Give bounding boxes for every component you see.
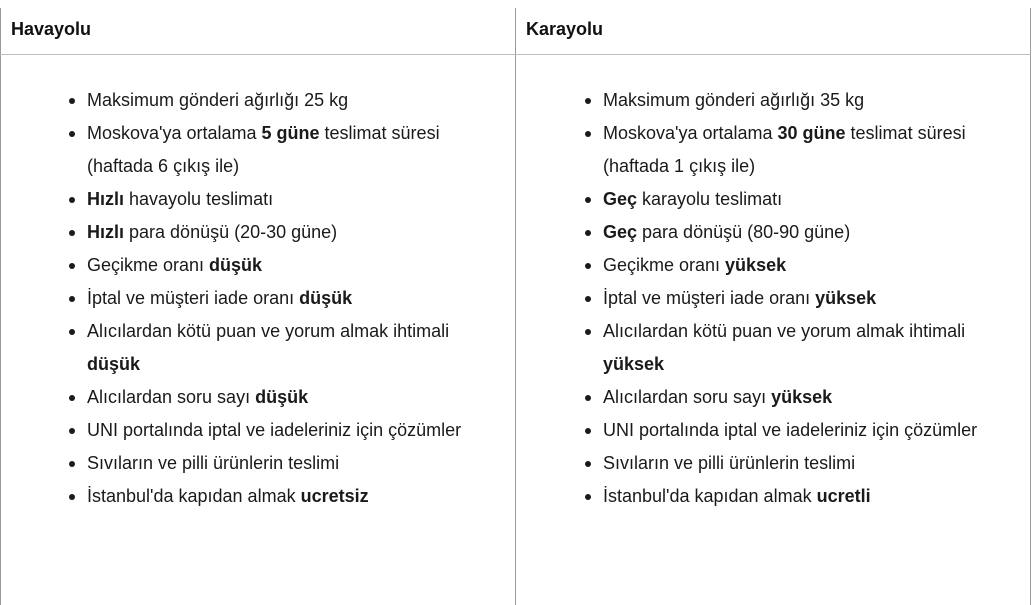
feature-emphasis: düşük (209, 255, 263, 275)
feature-text: Sıvıların ve pilli ürünlerin teslimi (603, 453, 856, 473)
feature-text: Moskova'ya ortalama (603, 123, 778, 143)
feature-item (580, 183, 1000, 216)
feature-emphasis: yüksek (815, 288, 877, 308)
feature-emphasis: 30 güne (777, 123, 846, 143)
feature-item (64, 414, 484, 447)
feature-text: Maksimum gönderi ağırlığı 25 kg (87, 90, 349, 110)
feature-item (580, 216, 1000, 249)
feature-item (64, 84, 484, 117)
feature-emphasis: Geç (603, 222, 638, 242)
feature-emphasis: ucretsiz (300, 486, 369, 506)
feature-emphasis: yüksek (771, 387, 833, 407)
feature-emphasis: düşük (299, 288, 353, 308)
feature-item (64, 183, 484, 216)
column-header-havayolu: Havayolu (11, 19, 92, 39)
feature-item (580, 447, 1000, 480)
feature-emphasis: yüksek (725, 255, 787, 275)
feature-list-havayolu (64, 84, 484, 513)
feature-text: İptal ve müşteri iade oranı (603, 288, 816, 308)
feature-item (64, 480, 484, 513)
feature-text: Sıvıların ve pilli ürünlerin teslimi (87, 453, 340, 473)
feature-item (580, 249, 1000, 282)
feature-item (580, 84, 1000, 117)
feature-emphasis: düşük (255, 387, 309, 407)
feature-item (580, 414, 1000, 447)
column-header-karayolu: Karayolu (526, 19, 604, 39)
feature-emphasis: yüksek (603, 354, 665, 374)
feature-emphasis: Hızlı (87, 222, 125, 242)
feature-text: teslimat süresi (haftada 6 çıkış ile) (87, 123, 440, 176)
feature-text: Geçikme oranı (87, 255, 210, 275)
column-karayolu (515, 0, 1032, 605)
feature-item (64, 447, 484, 480)
feature-item (580, 381, 1000, 414)
feature-item (64, 117, 484, 183)
feature-text: İstanbul'da kapıdan almak (87, 486, 301, 506)
feature-text: havayolu teslimatı (124, 189, 274, 209)
feature-item (64, 282, 484, 315)
feature-item (64, 216, 484, 249)
feature-list-karayolu (580, 84, 1000, 513)
feature-item (580, 315, 1000, 381)
feature-text: karayolu teslimatı (637, 189, 783, 209)
feature-item (580, 480, 1000, 513)
column-havayolu (0, 0, 515, 605)
feature-item (64, 315, 484, 381)
feature-text: İptal ve müşteri iade oranı (87, 288, 300, 308)
feature-emphasis: düşük (87, 354, 141, 374)
feature-text: Alıcılardan soru sayı (603, 387, 772, 407)
feature-text: teslimat süresi (haftada 1 çıkış ile) (603, 123, 966, 176)
feature-text: Moskova'ya ortalama (87, 123, 262, 143)
feature-item (580, 282, 1000, 315)
feature-text: Geçikme oranı (603, 255, 726, 275)
feature-emphasis: Hızlı (87, 189, 125, 209)
feature-text: İstanbul'da kapıdan almak (603, 486, 817, 506)
feature-item (64, 381, 484, 414)
feature-text: para dönüşü (80-90 güne) (637, 222, 851, 242)
feature-text: Alıcılardan kötü puan ve yorum almak ihtimali (87, 321, 450, 341)
feature-text: Alıcılardan soru sayı (87, 387, 256, 407)
feature-text: Maksimum gönderi ağırlığı 35 kg (603, 90, 865, 110)
feature-text: UNI portalında iptal ve iadeleriniz için çözümler (87, 420, 462, 440)
feature-emphasis: 5 güne (261, 123, 320, 143)
feature-item (64, 249, 484, 282)
feature-text: para dönüşü (20-30 güne) (124, 222, 338, 242)
feature-emphasis: ucretli (816, 486, 871, 506)
feature-text: UNI portalında iptal ve iadeleriniz için çözümler (603, 420, 978, 440)
feature-emphasis: Geç (603, 189, 638, 209)
feature-item (580, 117, 1000, 183)
feature-text: Alıcılardan kötü puan ve yorum almak ihtimali (603, 321, 966, 341)
